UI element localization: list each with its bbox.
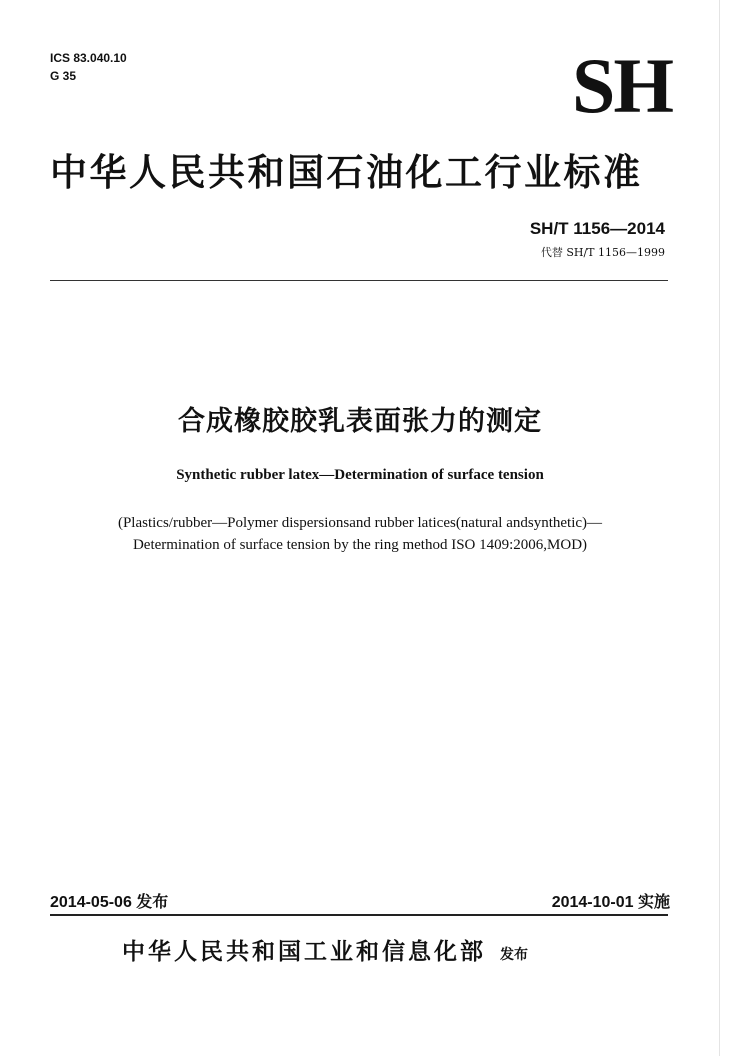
document-title-cn: 合成橡胶胶乳表面张力的测定 <box>178 406 542 437</box>
ccs-code: G 35 <box>50 69 77 83</box>
header-divider <box>50 280 668 281</box>
standard-number: SH/T 1156—2014 <box>529 219 665 238</box>
publisher-name: 中华人民共和国工业和信息化部 <box>122 939 486 965</box>
footer-divider <box>50 914 668 916</box>
ics-code: ICS 83.040.10 <box>50 51 127 65</box>
equivalent-line-2: Determination of surface tension by the ring method ISO 1409:2006,MOD) <box>132 537 588 553</box>
classification-block <box>50 49 127 85</box>
implementation-date: 2014-10-01 实施 <box>551 894 670 911</box>
publisher-line <box>122 936 528 971</box>
publish-label: 发布 <box>500 947 528 963</box>
equivalent-standard <box>0 512 720 556</box>
issue-date: 2014-05-06 发布 <box>50 894 169 911</box>
equivalent-line-1: (Plastics/rubber—Polymer dispersionsand rubber latices(natural andsynthetic)— <box>117 515 603 531</box>
replaces-note: 代替 SH/T 1156—1999 <box>540 246 665 259</box>
standard-title: 中华人民共和国石油化工行业标准 <box>50 151 643 194</box>
sh-logo: SH <box>571 42 672 129</box>
document-title-en: Synthetic rubber latex—Determination of surface tension <box>176 467 544 483</box>
